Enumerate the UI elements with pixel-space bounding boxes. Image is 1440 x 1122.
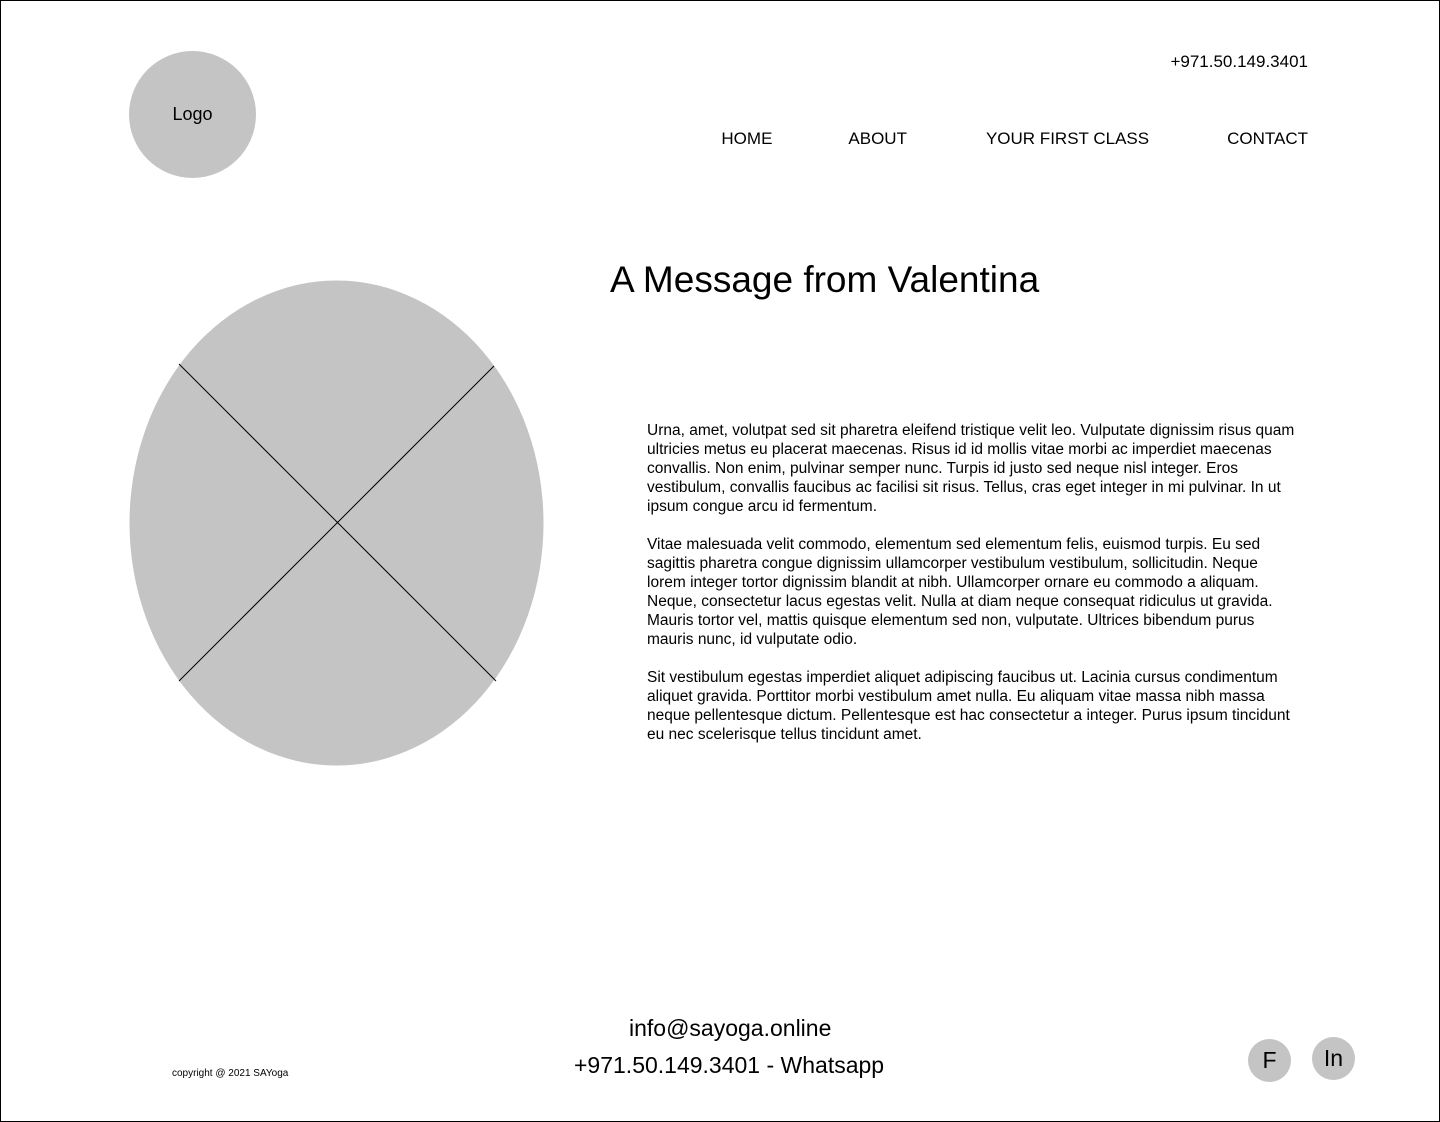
- logo-text: Logo: [172, 104, 213, 124]
- facebook-icon: F: [1262, 1047, 1277, 1073]
- header-phone[interactable]: +971.50.149.3401: [1170, 52, 1308, 71]
- linkedin-icon: In: [1323, 1045, 1344, 1071]
- message-paragraph: Sit vestibulum egestas imperdiet aliquet adipiscing faucibus ut. Lacinia cursus condimentum aliquet gravida. Porttitor morbi vestibulum amet nulla. Eu aliquam vitae massa nibh massa neque pellentesque dictum. Pellentesque est hac consectetur a integer. Purus ipsum tincidunt eu nec scelerisque tellus tincidunt amet.: [647, 669, 1290, 743]
- nav-home[interactable]: HOME: [721, 129, 773, 148]
- main-nav: [721, 129, 1308, 149]
- logo[interactable]: [129, 51, 256, 178]
- nav-contact[interactable]: CONTACT: [1227, 129, 1308, 148]
- image-placeholder: [129, 280, 544, 766]
- linkedin-button[interactable]: [1312, 1037, 1355, 1080]
- message-body: [647, 421, 1297, 763]
- nav-about[interactable]: ABOUT: [848, 129, 907, 148]
- footer-phone[interactable]: +971.50.149.3401 - Whatsapp: [574, 1052, 885, 1078]
- message-paragraph: Vitae malesuada velit commodo, elementum sed elementum felis, euismod turpis. Eu sed sagittis pharetra congue dignissim ullamcorper vestibulum vestibulum, sollicitudin. Neque lorem integer tortor dignissim blandit at nibh. Ullamcorper ornare eu commodo a aliquam. Neque, consectetur lacus egestas velit. Nulla at diam neque consequat ridiculus ut gravida. Mauris tortor vel, mattis quisque elementum sed non, vulputate. Ultrices bibendum purus mauris nunc, id vulputate odio.: [647, 536, 1273, 648]
- nav-your-first-class[interactable]: YOUR FIRST CLASS: [985, 129, 1150, 148]
- footer-email[interactable]: info@sayoga.online: [629, 1015, 832, 1041]
- message-paragraph: Urna, amet, volutpat sed sit pharetra eleifend tristique velit leo. Vulputate dignissim risus quam ultricies metus eu placerat maecenas. Risus id id mollis vitae morbi ac imperdiet maecenas convallis. Non enim, pulvinar semper nunc. Turpis id justo sed neque nisl integer. Eros vestibulum, convallis faucibus ac facilisi sit risus. Tellus, cras eget integer in mi pulvinar. In ut ipsum congue arcu id fermentum.: [647, 422, 1295, 515]
- copyright: copyright @ 2021 SAYoga: [172, 1068, 289, 1079]
- page-title: A Message from Valentina: [610, 259, 1040, 300]
- facebook-button[interactable]: [1248, 1039, 1291, 1082]
